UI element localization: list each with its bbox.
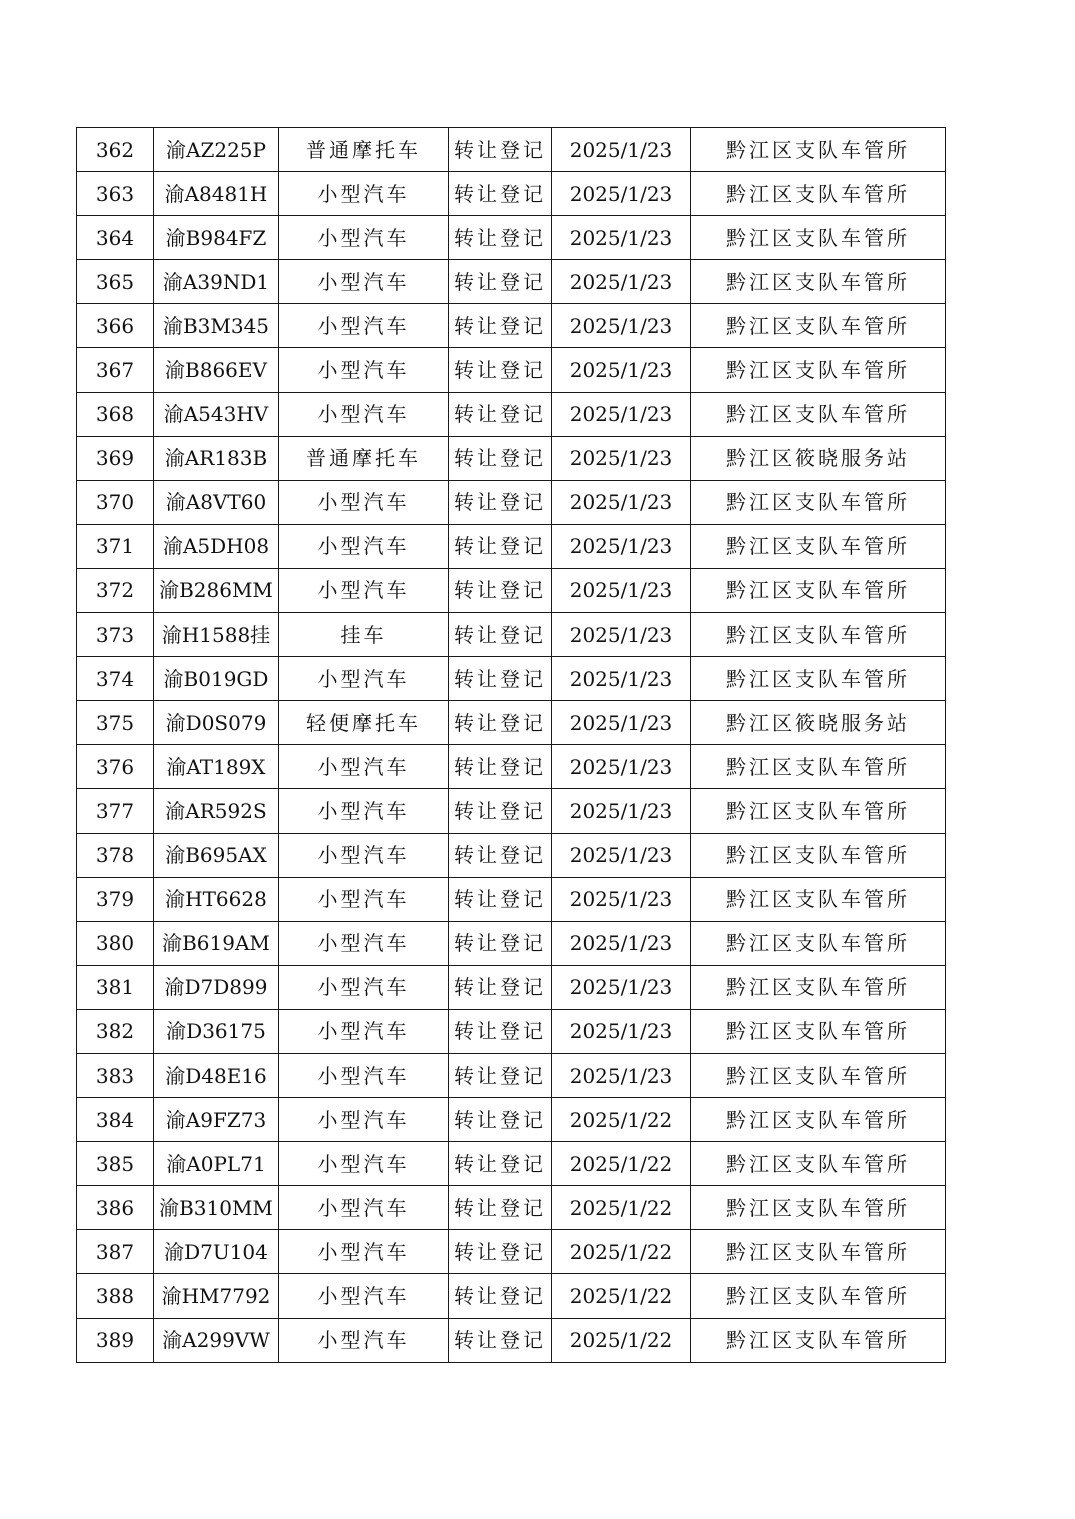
vehicle-type-cell: 小型汽车: [279, 833, 449, 877]
office-cell: 黔江区支队车管所: [691, 613, 946, 657]
row-number-cell: 379: [77, 877, 154, 921]
date-cell: 2025/1/23: [552, 436, 691, 480]
row-number-cell: 374: [77, 657, 154, 701]
vehicle-type-cell: 小型汽车: [279, 1053, 449, 1097]
row-number-cell: 372: [77, 568, 154, 612]
vehicle-type-cell: 小型汽车: [279, 1274, 449, 1318]
date-cell: 2025/1/22: [552, 1274, 691, 1318]
date-cell: 2025/1/23: [552, 128, 691, 172]
office-cell: 黔江区筱晓服务站: [691, 436, 946, 480]
table-row: [77, 524, 946, 568]
date-cell: 2025/1/23: [552, 921, 691, 965]
office-cell: 黔江区支队车管所: [691, 657, 946, 701]
date-cell: 2025/1/23: [552, 1053, 691, 1097]
row-number-cell: 382: [77, 1009, 154, 1053]
row-number-cell: 373: [77, 613, 154, 657]
office-cell: 黔江区支队车管所: [691, 348, 946, 392]
row-number-cell: 377: [77, 789, 154, 833]
plate-number-cell: 渝D0S079: [154, 701, 279, 745]
table-row: [77, 877, 946, 921]
vehicle-type-cell: 小型汽车: [279, 965, 449, 1009]
business-type-cell: 转让登记: [449, 657, 552, 701]
plate-number-cell: 渝B310MM: [154, 1186, 279, 1230]
plate-number-cell: 渝B019GD: [154, 657, 279, 701]
table-row: [77, 260, 946, 304]
business-type-cell: 转让登记: [449, 965, 552, 1009]
office-cell: 黔江区支队车管所: [691, 216, 946, 260]
date-cell: 2025/1/22: [552, 1230, 691, 1274]
plate-number-cell: 渝A39ND1: [154, 260, 279, 304]
row-number-cell: 384: [77, 1098, 154, 1142]
vehicle-type-cell: 小型汽车: [279, 348, 449, 392]
business-type-cell: 转让登记: [449, 480, 552, 524]
office-cell: 黔江区支队车管所: [691, 1142, 946, 1186]
business-type-cell: 转让登记: [449, 392, 552, 436]
table-row: [77, 1274, 946, 1318]
vehicle-type-cell: 小型汽车: [279, 216, 449, 260]
date-cell: 2025/1/23: [552, 789, 691, 833]
table-row: [77, 1230, 946, 1274]
table-row: [77, 965, 946, 1009]
vehicle-type-cell: 轻便摩托车: [279, 701, 449, 745]
date-cell: 2025/1/23: [552, 657, 691, 701]
office-cell: 黔江区支队车管所: [691, 1098, 946, 1142]
business-type-cell: 转让登记: [449, 348, 552, 392]
office-cell: 黔江区支队车管所: [691, 745, 946, 789]
row-number-cell: 368: [77, 392, 154, 436]
office-cell: 黔江区支队车管所: [691, 1230, 946, 1274]
row-number-cell: 365: [77, 260, 154, 304]
table-row: [77, 392, 946, 436]
vehicle-type-cell: 小型汽车: [279, 657, 449, 701]
row-number-cell: 369: [77, 436, 154, 480]
business-type-cell: 转让登记: [449, 172, 552, 216]
business-type-cell: 转让登记: [449, 613, 552, 657]
date-cell: 2025/1/22: [552, 1186, 691, 1230]
business-type-cell: 转让登记: [449, 877, 552, 921]
vehicle-type-cell: 小型汽车: [279, 745, 449, 789]
date-cell: 2025/1/22: [552, 1142, 691, 1186]
plate-number-cell: 渝AZ225P: [154, 128, 279, 172]
table-row: [77, 745, 946, 789]
table-row: [77, 436, 946, 480]
vehicle-type-cell: 小型汽车: [279, 1230, 449, 1274]
vehicle-type-cell: 小型汽车: [279, 1142, 449, 1186]
row-number-cell: 385: [77, 1142, 154, 1186]
business-type-cell: 转让登记: [449, 260, 552, 304]
table-row: [77, 657, 946, 701]
row-number-cell: 378: [77, 833, 154, 877]
row-number-cell: 389: [77, 1318, 154, 1362]
row-number-cell: 363: [77, 172, 154, 216]
plate-number-cell: 渝D48E16: [154, 1053, 279, 1097]
business-type-cell: 转让登记: [449, 833, 552, 877]
date-cell: 2025/1/23: [552, 965, 691, 1009]
table-row: [77, 613, 946, 657]
row-number-cell: 388: [77, 1274, 154, 1318]
table-row: [77, 128, 946, 172]
office-cell: 黔江区支队车管所: [691, 1318, 946, 1362]
vehicle-type-cell: 普通摩托车: [279, 436, 449, 480]
vehicle-type-cell: 小型汽车: [279, 304, 449, 348]
date-cell: 2025/1/23: [552, 172, 691, 216]
office-cell: 黔江区支队车管所: [691, 172, 946, 216]
plate-number-cell: 渝B3M345: [154, 304, 279, 348]
plate-number-cell: 渝HT6628: [154, 877, 279, 921]
office-cell: 黔江区支队车管所: [691, 480, 946, 524]
vehicle-type-cell: 挂车: [279, 613, 449, 657]
row-number-cell: 383: [77, 1053, 154, 1097]
plate-number-cell: 渝B286MM: [154, 568, 279, 612]
vehicle-transfer-table: [76, 127, 946, 1363]
vehicle-type-cell: 小型汽车: [279, 480, 449, 524]
office-cell: 黔江区支队车管所: [691, 921, 946, 965]
office-cell: 黔江区支队车管所: [691, 1009, 946, 1053]
plate-number-cell: 渝D36175: [154, 1009, 279, 1053]
date-cell: 2025/1/23: [552, 524, 691, 568]
vehicle-type-cell: 小型汽车: [279, 392, 449, 436]
table-row: [77, 921, 946, 965]
plate-number-cell: 渝A543HV: [154, 392, 279, 436]
vehicle-type-cell: 小型汽车: [279, 789, 449, 833]
office-cell: 黔江区筱晓服务站: [691, 701, 946, 745]
plate-number-cell: 渝A8VT60: [154, 480, 279, 524]
office-cell: 黔江区支队车管所: [691, 965, 946, 1009]
business-type-cell: 转让登记: [449, 921, 552, 965]
plate-number-cell: 渝A5DH08: [154, 524, 279, 568]
plate-number-cell: 渝A299VW: [154, 1318, 279, 1362]
table-row: [77, 1009, 946, 1053]
business-type-cell: 转让登记: [449, 128, 552, 172]
office-cell: 黔江区支队车管所: [691, 260, 946, 304]
row-number-cell: 371: [77, 524, 154, 568]
table-row: [77, 216, 946, 260]
date-cell: 2025/1/23: [552, 392, 691, 436]
table-row: [77, 1318, 946, 1362]
business-type-cell: 转让登记: [449, 1009, 552, 1053]
row-number-cell: 367: [77, 348, 154, 392]
table-row: [77, 701, 946, 745]
plate-number-cell: 渝HM7792: [154, 1274, 279, 1318]
business-type-cell: 转让登记: [449, 1098, 552, 1142]
table-row: [77, 833, 946, 877]
plate-number-cell: 渝A8481H: [154, 172, 279, 216]
table-row: [77, 1053, 946, 1097]
table-row: [77, 1098, 946, 1142]
business-type-cell: 转让登记: [449, 436, 552, 480]
business-type-cell: 转让登记: [449, 304, 552, 348]
date-cell: 2025/1/23: [552, 304, 691, 348]
office-cell: 黔江区支队车管所: [691, 877, 946, 921]
business-type-cell: 转让登记: [449, 568, 552, 612]
business-type-cell: 转让登记: [449, 789, 552, 833]
office-cell: 黔江区支队车管所: [691, 789, 946, 833]
business-type-cell: 转让登记: [449, 701, 552, 745]
business-type-cell: 转让登记: [449, 1053, 552, 1097]
plate-number-cell: 渝A9FZ73: [154, 1098, 279, 1142]
row-number-cell: 386: [77, 1186, 154, 1230]
office-cell: 黔江区支队车管所: [691, 1053, 946, 1097]
row-number-cell: 387: [77, 1230, 154, 1274]
date-cell: 2025/1/23: [552, 568, 691, 612]
table-row: [77, 568, 946, 612]
row-number-cell: 381: [77, 965, 154, 1009]
plate-number-cell: 渝H1588挂: [154, 613, 279, 657]
office-cell: 黔江区支队车管所: [691, 1186, 946, 1230]
row-number-cell: 362: [77, 128, 154, 172]
date-cell: 2025/1/23: [552, 877, 691, 921]
date-cell: 2025/1/23: [552, 833, 691, 877]
row-number-cell: 375: [77, 701, 154, 745]
business-type-cell: 转让登记: [449, 1186, 552, 1230]
date-cell: 2025/1/22: [552, 1098, 691, 1142]
plate-number-cell: 渝A0PL71: [154, 1142, 279, 1186]
vehicle-type-cell: 小型汽车: [279, 524, 449, 568]
table-row: [77, 348, 946, 392]
business-type-cell: 转让登记: [449, 1230, 552, 1274]
vehicle-type-cell: 小型汽车: [279, 1186, 449, 1230]
row-number-cell: 376: [77, 745, 154, 789]
vehicle-type-cell: 普通摩托车: [279, 128, 449, 172]
vehicle-type-cell: 小型汽车: [279, 877, 449, 921]
business-type-cell: 转让登记: [449, 1142, 552, 1186]
table-row: [77, 172, 946, 216]
plate-number-cell: 渝B866EV: [154, 348, 279, 392]
table-row: [77, 304, 946, 348]
date-cell: 2025/1/23: [552, 613, 691, 657]
office-cell: 黔江区支队车管所: [691, 304, 946, 348]
plate-number-cell: 渝B695AX: [154, 833, 279, 877]
business-type-cell: 转让登记: [449, 524, 552, 568]
business-type-cell: 转让登记: [449, 1274, 552, 1318]
table-body: [77, 128, 946, 1363]
vehicle-type-cell: 小型汽车: [279, 921, 449, 965]
office-cell: 黔江区支队车管所: [691, 1274, 946, 1318]
date-cell: 2025/1/23: [552, 348, 691, 392]
office-cell: 黔江区支队车管所: [691, 568, 946, 612]
business-type-cell: 转让登记: [449, 745, 552, 789]
plate-number-cell: 渝AR183B: [154, 436, 279, 480]
business-type-cell: 转让登记: [449, 216, 552, 260]
office-cell: 黔江区支队车管所: [691, 128, 946, 172]
date-cell: 2025/1/23: [552, 701, 691, 745]
vehicle-type-cell: 小型汽车: [279, 1098, 449, 1142]
date-cell: 2025/1/23: [552, 480, 691, 524]
vehicle-type-cell: 小型汽车: [279, 1009, 449, 1053]
table-row: [77, 789, 946, 833]
plate-number-cell: 渝D7U104: [154, 1230, 279, 1274]
vehicle-type-cell: 小型汽车: [279, 172, 449, 216]
office-cell: 黔江区支队车管所: [691, 392, 946, 436]
date-cell: 2025/1/23: [552, 745, 691, 789]
vehicle-type-cell: 小型汽车: [279, 1318, 449, 1362]
table-row: [77, 1186, 946, 1230]
row-number-cell: 364: [77, 216, 154, 260]
office-cell: 黔江区支队车管所: [691, 524, 946, 568]
date-cell: 2025/1/23: [552, 1009, 691, 1053]
row-number-cell: 370: [77, 480, 154, 524]
business-type-cell: 转让登记: [449, 1318, 552, 1362]
plate-number-cell: 渝D7D899: [154, 965, 279, 1009]
vehicle-type-cell: 小型汽车: [279, 260, 449, 304]
office-cell: 黔江区支队车管所: [691, 833, 946, 877]
plate-number-cell: 渝AR592S: [154, 789, 279, 833]
table-row: [77, 480, 946, 524]
row-number-cell: 380: [77, 921, 154, 965]
row-number-cell: 366: [77, 304, 154, 348]
date-cell: 2025/1/23: [552, 260, 691, 304]
date-cell: 2025/1/23: [552, 216, 691, 260]
table-row: [77, 1142, 946, 1186]
plate-number-cell: 渝B619AM: [154, 921, 279, 965]
date-cell: 2025/1/22: [552, 1318, 691, 1362]
plate-number-cell: 渝B984FZ: [154, 216, 279, 260]
plate-number-cell: 渝AT189X: [154, 745, 279, 789]
vehicle-type-cell: 小型汽车: [279, 568, 449, 612]
